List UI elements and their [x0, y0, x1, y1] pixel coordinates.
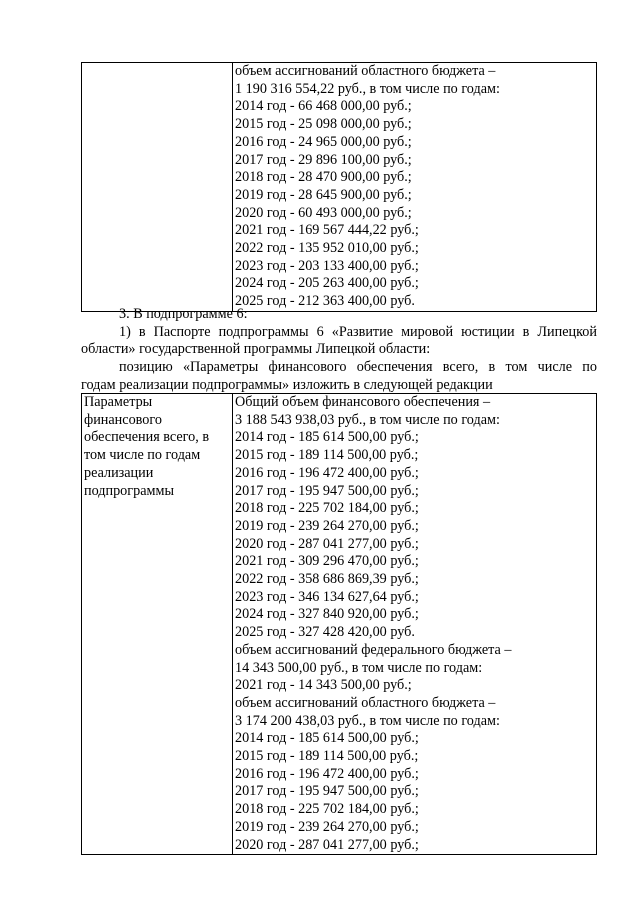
position-line-1: позицию «Параметры финансового обеспечения всего, в том числе по [119, 359, 597, 376]
item-1-line-2: области» государственной программы Липецкой области: [81, 341, 431, 358]
table2-left-line: реализации [84, 464, 154, 481]
table2-line: 3 174 200 438,03 руб., в том числе по годам: [235, 712, 500, 729]
table1-line: 2020 год - 60 493 000,00 руб.; [235, 204, 412, 221]
table2-line: 2015 год - 189 114 500,00 руб.; [235, 447, 419, 464]
table1-line: 2024 год - 205 263 400,00 руб.; [235, 275, 419, 292]
table2-line: объем ассигнований областного бюджета – [235, 694, 496, 711]
table1-line: 1 190 316 554,22 руб., в том числе по годам: [235, 80, 500, 97]
table2-line: 2022 год - 358 686 869,39 руб.; [235, 571, 419, 588]
table2-line: 2025 год - 327 428 420,00 руб. [235, 624, 415, 641]
table2-line: 2024 год - 327 840 920,00 руб.; [235, 606, 419, 623]
table2-line: 2017 год - 195 947 500,00 руб.; [235, 482, 419, 499]
table2-left-cell [82, 394, 233, 855]
table1-line: 2017 год - 29 896 100,00 руб.; [235, 151, 412, 168]
table-row [82, 63, 597, 312]
table2-line: 2019 год - 239 264 270,00 руб.; [235, 517, 419, 534]
financing-parameters-table [81, 393, 597, 855]
table2-line: 2021 год - 14 343 500,00 руб.; [235, 677, 412, 694]
table2-line: 14 343 500,00 руб., в том числе по годам: [235, 659, 483, 676]
table2-line: 2014 год - 185 614 500,00 руб.; [235, 429, 419, 446]
table2-left-line: подпрограммы [84, 482, 174, 499]
item-3-heading: 3. В подпрограмме 6: [119, 306, 248, 322]
table2-line: 2016 год - 196 472 400,00 руб.; [235, 765, 419, 782]
table1-line: 2023 год - 203 133 400,00 руб.; [235, 257, 419, 274]
table2-line: 2020 год - 287 041 277,00 руб.; [235, 535, 419, 552]
table1-left-cell [82, 63, 233, 312]
position-line-2: годам реализации подпрограммы» изложить в следующей редакции [81, 376, 493, 393]
financing-table-continued [81, 62, 597, 312]
table1-line: 2022 год - 135 952 010,00 руб.; [235, 240, 419, 257]
table2-left-line: финансового [84, 411, 162, 428]
table2-right-cell [233, 394, 597, 855]
table2-line: 2016 год - 196 472 400,00 руб.; [235, 464, 419, 481]
table2-line: 2014 год - 185 614 500,00 руб.; [235, 730, 419, 747]
table1-right-cell [233, 63, 597, 312]
table1-line: 2025 год - 212 363 400,00 руб. [235, 293, 415, 310]
table1-line: 2015 год - 25 098 000,00 руб.; [235, 116, 412, 133]
table2-line: 2015 год - 189 114 500,00 руб.; [235, 748, 419, 765]
table1-line: 2019 год - 28 645 900,00 руб.; [235, 186, 412, 203]
table1-line: 2014 год - 66 468 000,00 руб.; [235, 98, 412, 115]
amendment-text [81, 306, 597, 395]
table2-left-line: Параметры [84, 394, 153, 410]
table2-line: 3 188 543 938,03 руб., в том числе по годам: [235, 411, 500, 428]
table2-line: объем ассигнований федерального бюджета – [235, 641, 512, 658]
table2-line: Общий объем финансового обеспечения – [235, 394, 491, 410]
table2-line: 2021 год - 309 296 470,00 руб.; [235, 553, 419, 570]
table2-line: 2018 год - 225 702 184,00 руб.; [235, 500, 419, 517]
table2-left-line: том числе по годам [84, 447, 201, 464]
item-1-line-1: 1) в Паспорте подпрограммы 6 «Развитие мировой юстиции в Липецкой [119, 323, 597, 340]
table1-line: объем ассигнований областного бюджета – [235, 63, 496, 79]
table2-line: 2018 год - 225 702 184,00 руб.; [235, 801, 419, 818]
table2-line: 2020 год - 287 041 277,00 руб.; [235, 836, 419, 853]
table2-line: 2019 год - 239 264 270,00 руб.; [235, 818, 419, 835]
table2-line: 2023 год - 346 134 627,64 руб.; [235, 588, 419, 605]
table1-line: 2018 год - 28 470 900,00 руб.; [235, 169, 412, 186]
table-row [82, 394, 597, 855]
table1-line: 2021 год - 169 567 444,22 руб.; [235, 222, 419, 239]
table1-line: 2016 год - 24 965 000,00 руб.; [235, 133, 412, 150]
table2-left-line: обеспечения всего, в [84, 429, 210, 446]
table2-line: 2017 год - 195 947 500,00 руб.; [235, 783, 419, 800]
